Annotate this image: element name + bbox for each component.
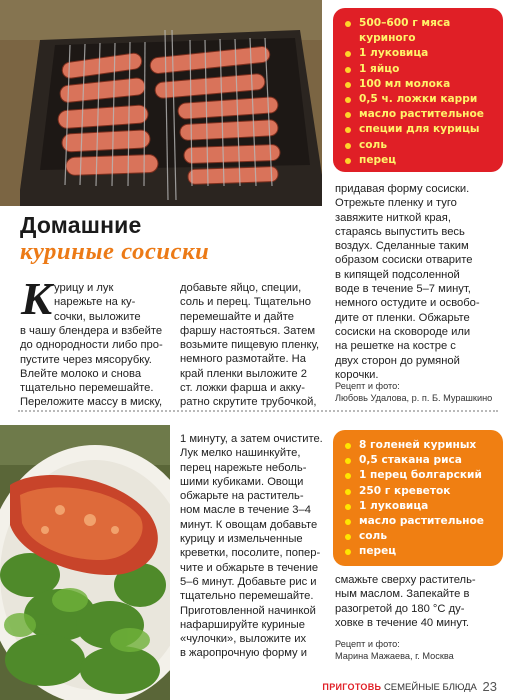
text-line: воздух. Сделанные таким (335, 240, 469, 253)
drop-cap: К (21, 273, 53, 324)
magazine-brand: ПРИГОТОВЬ (322, 682, 382, 692)
text-line: Влейте молоко и снова (20, 367, 142, 380)
ingredient-item: 1 яйцо (343, 62, 493, 77)
ingredients-list (343, 16, 493, 168)
text-line: «чулочки», выложите их (180, 633, 307, 646)
ingredient-item: 0,5 стакана риса (343, 453, 493, 468)
body-text-col3-recipe2 (335, 573, 476, 630)
text-line: ратно скрутите трубочкой, (180, 396, 317, 409)
ingredient-item: перец (343, 153, 493, 168)
ingredient-item: перец (343, 544, 493, 559)
text-line: соль и перец. Тщательно (180, 296, 311, 309)
ingredient-item: 100 мл молока (343, 77, 493, 92)
stuffed-chicken-photo (0, 425, 170, 700)
page-footer (322, 679, 497, 694)
body-text-col1 (20, 324, 163, 410)
text-line: Отрежьте пленку и туго (335, 197, 457, 210)
text-line: придавая форму сосиски. (335, 183, 470, 195)
body-text-col3 (335, 182, 480, 382)
recipe-title-line2: куриные сосиски (20, 238, 210, 265)
credit-name: Любовь Удалова, р. п. Б. Мурашкино (335, 392, 493, 403)
magazine-section: СЕМЕЙНЫЕ БЛЮДА (383, 682, 477, 693)
ingredient-item: соль (343, 138, 493, 153)
ingredient-item: 1 перец болгарский (343, 468, 493, 483)
text-line: урицу и лук (54, 282, 114, 294)
recipe-title-line1: Домашние (20, 212, 142, 238)
body-text-col2 (180, 281, 319, 410)
page-number: 23 (482, 679, 497, 694)
text-line: немного остудите и освобо- (335, 297, 480, 310)
text-line: минут. К овощам добавьте (180, 518, 318, 531)
sausages-grill-illustration (0, 0, 322, 206)
ingredient-item: соль (343, 529, 493, 544)
text-line: обжарьте на раститель- (180, 490, 304, 503)
ingredient-item: 1 луковица (343, 499, 493, 514)
text-line: Приготовленной начинкой (180, 604, 316, 617)
sausages-grill-photo (0, 0, 322, 206)
text-line: разогретой до 180 °С ду- (335, 602, 465, 615)
text-line: шими кубиками. Овощи (180, 475, 304, 488)
text-line: до однородности либо про- (20, 339, 163, 352)
text-line: ном масле в течение 3–4 (180, 504, 311, 517)
credit-name: Марина Мажаева, г. Москва (335, 650, 454, 661)
credit-label: Рецепт и фото: (335, 639, 400, 649)
text-line: стараясь выпустить весь (335, 225, 465, 238)
text-line: возьмите пищевую пленку, (180, 339, 320, 352)
text-line: 1 минуту, а затем очистите. (180, 433, 323, 445)
text-line: сосиски на сковороде или (335, 325, 471, 338)
text-line: пустите через мясорубку. (20, 353, 152, 366)
stuffed-chicken-illustration (0, 425, 170, 700)
text-line: смажьте сверху раститель- (335, 574, 476, 586)
text-line: чите и обжарьте в течение (180, 561, 319, 574)
text-line: воде в течение 5–7 минут, (335, 283, 471, 296)
text-line: завяжите ниткой края, (335, 211, 451, 224)
body-text-col1-top (54, 281, 141, 324)
text-line: тщательно перемешайте. (180, 590, 314, 603)
text-line: образом сосиски отварите (335, 254, 473, 267)
text-line: добавьте яйцо, специи, (180, 282, 302, 294)
ingredient-item: 250 г креветок (343, 484, 493, 499)
text-line: нарежьте на ку- (54, 296, 136, 309)
text-line: на решетке на костре с (335, 340, 456, 353)
text-line: дите от пленки. Обжарьте (335, 311, 470, 324)
ingredients-card-sausages (333, 8, 503, 172)
text-line: креветки, посолите, попер- (180, 547, 321, 560)
recipe-credit (335, 381, 492, 404)
text-line: перемешайте и дайте (180, 310, 294, 323)
text-line: нафаршируйте куриные (180, 618, 305, 631)
ingredient-item: 8 голеней куриных (343, 438, 493, 453)
text-line: Лук мелко нашинкуйте, (180, 447, 301, 460)
ingredients-list (343, 438, 493, 560)
ingredient-item: 500–600 г мяса куриного (343, 16, 493, 46)
recipe-credit (335, 639, 454, 662)
text-line: в чашу блендера и взбейте (20, 325, 163, 337)
text-line: немного размотайте. На (180, 353, 306, 366)
ingredient-item: масло растительное (343, 107, 493, 122)
text-line: двух сторон до румяной (335, 354, 460, 367)
text-line: сочки, выложите (54, 310, 141, 323)
text-line: фаршу настояться. Затем (180, 324, 316, 337)
text-line: край пленки выложите 2 (180, 367, 307, 380)
ingredient-item: масло растительное (343, 514, 493, 529)
text-line: ст. ложки фарша и акку- (180, 382, 305, 395)
text-line: Переложите массу в миску, (20, 396, 163, 409)
ingredient-item: специи для курицы (343, 122, 493, 137)
text-line: перец нарежьте неболь- (180, 461, 307, 474)
text-line: в жаропрочную форму и (180, 647, 307, 660)
text-line: 5–6 минут. Добавьте рис и (180, 575, 317, 588)
text-line: ховке в течение 40 минут. (335, 616, 469, 629)
text-line: в кипящей подсоленной (335, 268, 460, 281)
credit-label: Рецепт и фото: (335, 381, 400, 391)
ingredients-card-chicken (333, 430, 503, 566)
ingredient-item: 0,5 ч. ложки карри (343, 92, 493, 107)
text-line: курицу и измельченные (180, 533, 303, 546)
text-line: корочки. (335, 368, 379, 381)
ingredient-item: 1 луковица (343, 46, 493, 61)
body-text-col2-recipe2 (180, 432, 323, 661)
text-line: ным маслом. Запекайте в (335, 588, 470, 601)
text-line: тщательно перемешайте. (20, 382, 154, 395)
section-divider (18, 410, 498, 412)
